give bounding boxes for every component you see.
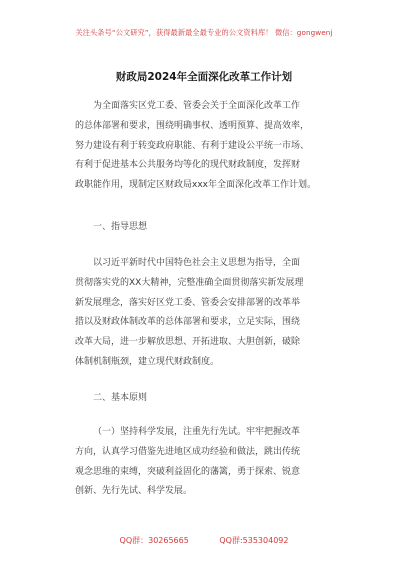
footer [0, 535, 408, 546]
section1-line: 新发展理念，落实好区党工委、管委会安排部署的改革举 [75, 297, 301, 308]
section2-line: 创新、先行先试、科学发展。 [75, 486, 193, 497]
intro-line: 为全面落实区党工委、管委会关于全面深化改革工作 [93, 101, 301, 111]
document-title: 财政局2024年全面深化改革工作计划 [115, 71, 293, 83]
section-heading-guiding-ideology: 一、指导思想 [93, 222, 148, 232]
intro-paragraph [75, 97, 340, 196]
section1-line: 措以及财政体制改革的总体部署和要求，立足实际，围绕 [75, 317, 301, 328]
header-banner: 关注头条号“公文研究”，获得最新最全最专业的公文资料库！ 微信：gongwenj [75, 28, 333, 37]
section2-line: 方向，认真学习借鉴先进地区成功经验和做法，跳出传统 [75, 446, 301, 457]
basic-principles-paragraph [75, 423, 340, 502]
section1-line: 贯彻落实党的XX大精神，完整准确全面贯彻落实新发展理 [75, 277, 304, 288]
section2-line: 观念思维的束缚，突破利益固化的藩篱，勇于探索、锐意 [75, 466, 301, 477]
footer-qq-group-2: QQ群:535304092 [219, 536, 289, 545]
intro-line: 有利于促进基本公共服务均等化的现代财政制度，发挥财 [75, 160, 301, 171]
section2-line: （一）坚持科学发展，注重先行先试。牢牢把握改革 [93, 427, 301, 437]
section1-line: 体制机制瓶颈，建立现代财政制度。 [75, 356, 220, 367]
intro-line: 政职能作用，现制定区财政局xxx年全面深化改革工作计划。 [75, 180, 316, 191]
footer-qq-group-1: QQ群：30265665 [119, 536, 189, 545]
section1-line: 以习近平新时代中国特色社会主义思想为指导，全面 [93, 258, 301, 268]
intro-line: 的总体部署和要求，围绕明确事权、透明预算、提高效率， [75, 120, 310, 131]
section-heading-basic-principles: 二、基本原则 [93, 393, 148, 403]
section1-line: 改革大局，进一步解放思想、开拓进取、大胆创新，破除 [75, 337, 301, 348]
guiding-ideology-paragraph [75, 254, 340, 373]
intro-line: 努力建设有利于转变政府职能、有利于建设公平统一市场、 [75, 140, 310, 151]
